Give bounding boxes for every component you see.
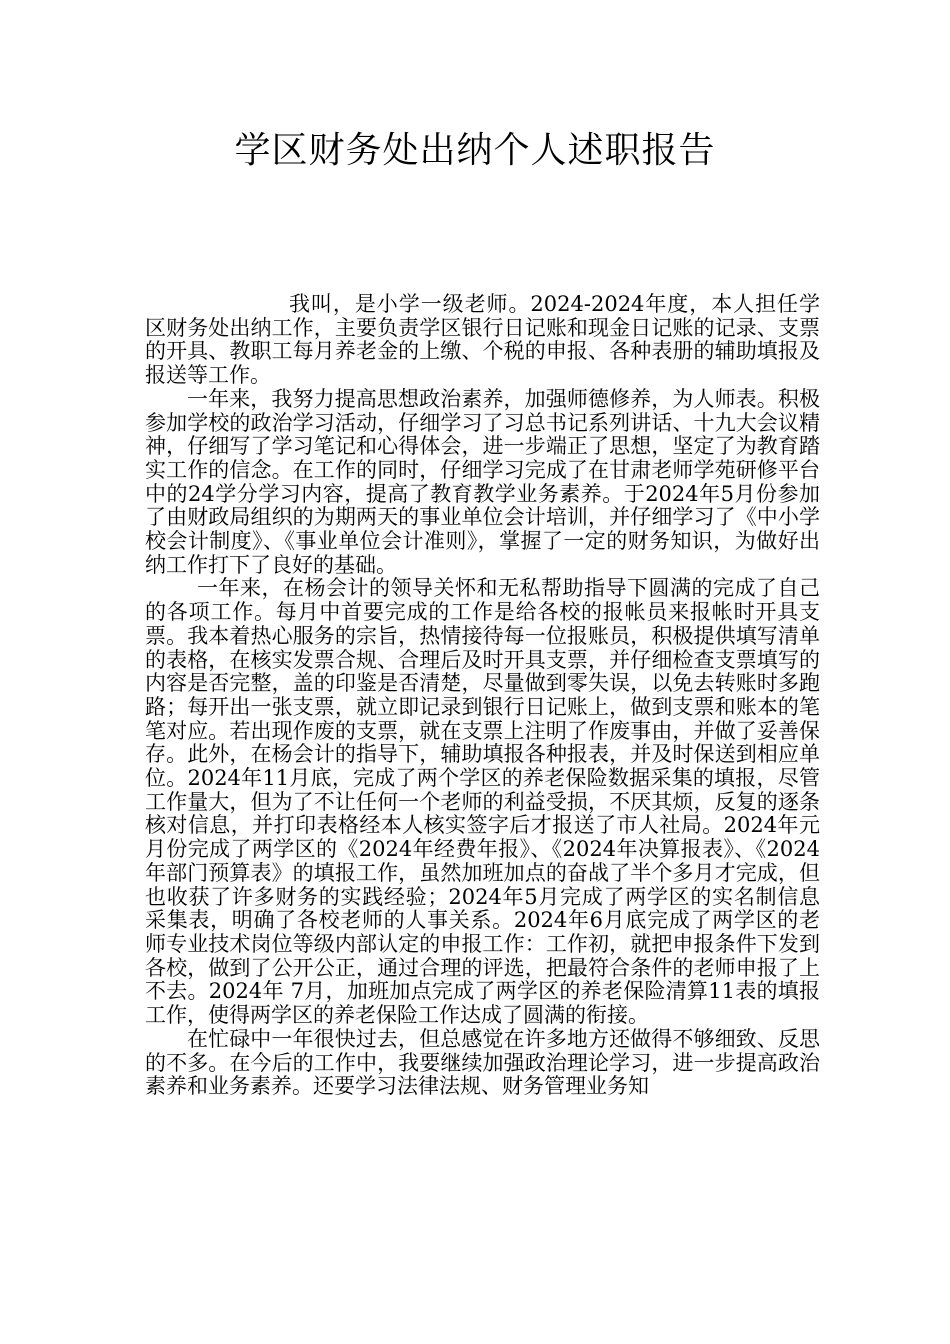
document-body bbox=[145, 293, 820, 1099]
paragraph-introduction: 我叫，是小学一级老师。2024-2024年度，本人担任学区财务处出纳工作，主要负责学区银行日记账和现金日记账的记录、支票的开具、教职工每月养老金的上缴、个税的申报、各种表册的辅助填报及报送等工作。 bbox=[145, 292, 820, 388]
paragraph-work: 一年来，在杨会计的领导关怀和无私帮助指导下圆满的完成了自己的各项工作。每月中首要完成的工作是给各校的报帐员来报帐时开具支票。我本着热心服务的宗旨，热情接待每一位报账员，积极提供填写清单的表格，在核实发票合规、合理后及时开具支票，并仔细检查支票填写的内容是否完整，盖的印鉴是否清楚，尽量做到零失误，以免去转账时多跑路；每开出一张支票，就立即记录到银行日记账上，做到支票和账本的笔笔对应。若出现作废的支票，就在支票上注明了作废事由，并做了妥善保存。此外，在杨会计的指导下，辅助填报各种报表，并及时保送到相应单位。2024年11月底，完成了两个学区的养老保险数据采集的填报，尽管工作量大，但为了不让任何一个老师的利益受损，不厌其烦，反复的逐条核对信息，并打印表格经本人核实签字后才报送了市人社局。2024年元月份完成了两学区的《2024年经费年报》、《2024年决算报表》、《2024年部门预算表》的填报工作，虽然加班加点的奋战了半个多月才完成，但也收获了许多财务的实践经验；2024年5月完成了两学区的实名制信息采集表，明确了各校老师的人事关系。2024年6月底完成了两学区的老师专业技术岗位等级内部认定的申报工作：工作初，就把申报条件下发到各校，做到了公开公正，通过合理的评选，把最符合条件的老师申报了上不去。2024年 7月，加班加点完成了两学区的养老保险清算11表的填报工作，使得两学区的养老保险工作达成了圆满的衔接。 bbox=[145, 576, 820, 1028]
document-title: 学区财务处出纳个人述职报告 bbox=[234, 130, 716, 171]
paragraph-reflection: 在忙碌中一年很快过去，但总感觉在许多地方还做得不够细致、反思的不多。在今后的工作中，我要继续加强政治理论学习，进一步提高政治素养和业务素养。还要学习法律法规、财务管理业务知 bbox=[145, 1026, 820, 1099]
paragraph-study: 一年来，我努力提高思想政治素养，加强师德修养，为人师表。积极参加学校的政治学习活动，仔细学习了习总书记系列讲话、十九大会议精神，仔细写了学习笔记和心得体会，进一步端正了思想，坚定了为教育踏实工作的信念。在工作的同时，仔细学习完成了在甘肃老师学苑研修平台中的24学分学习内容，提高了教育教学业务素养。于2024年5月份参加了由财政局组织的为期两天的事业单位会计培训，并仔细学习了《中小学校会计制度》、《事业单位会计准则》，掌握了一定的财务知识，为做好出纳工作打下了良好的基础。 bbox=[145, 386, 820, 577]
